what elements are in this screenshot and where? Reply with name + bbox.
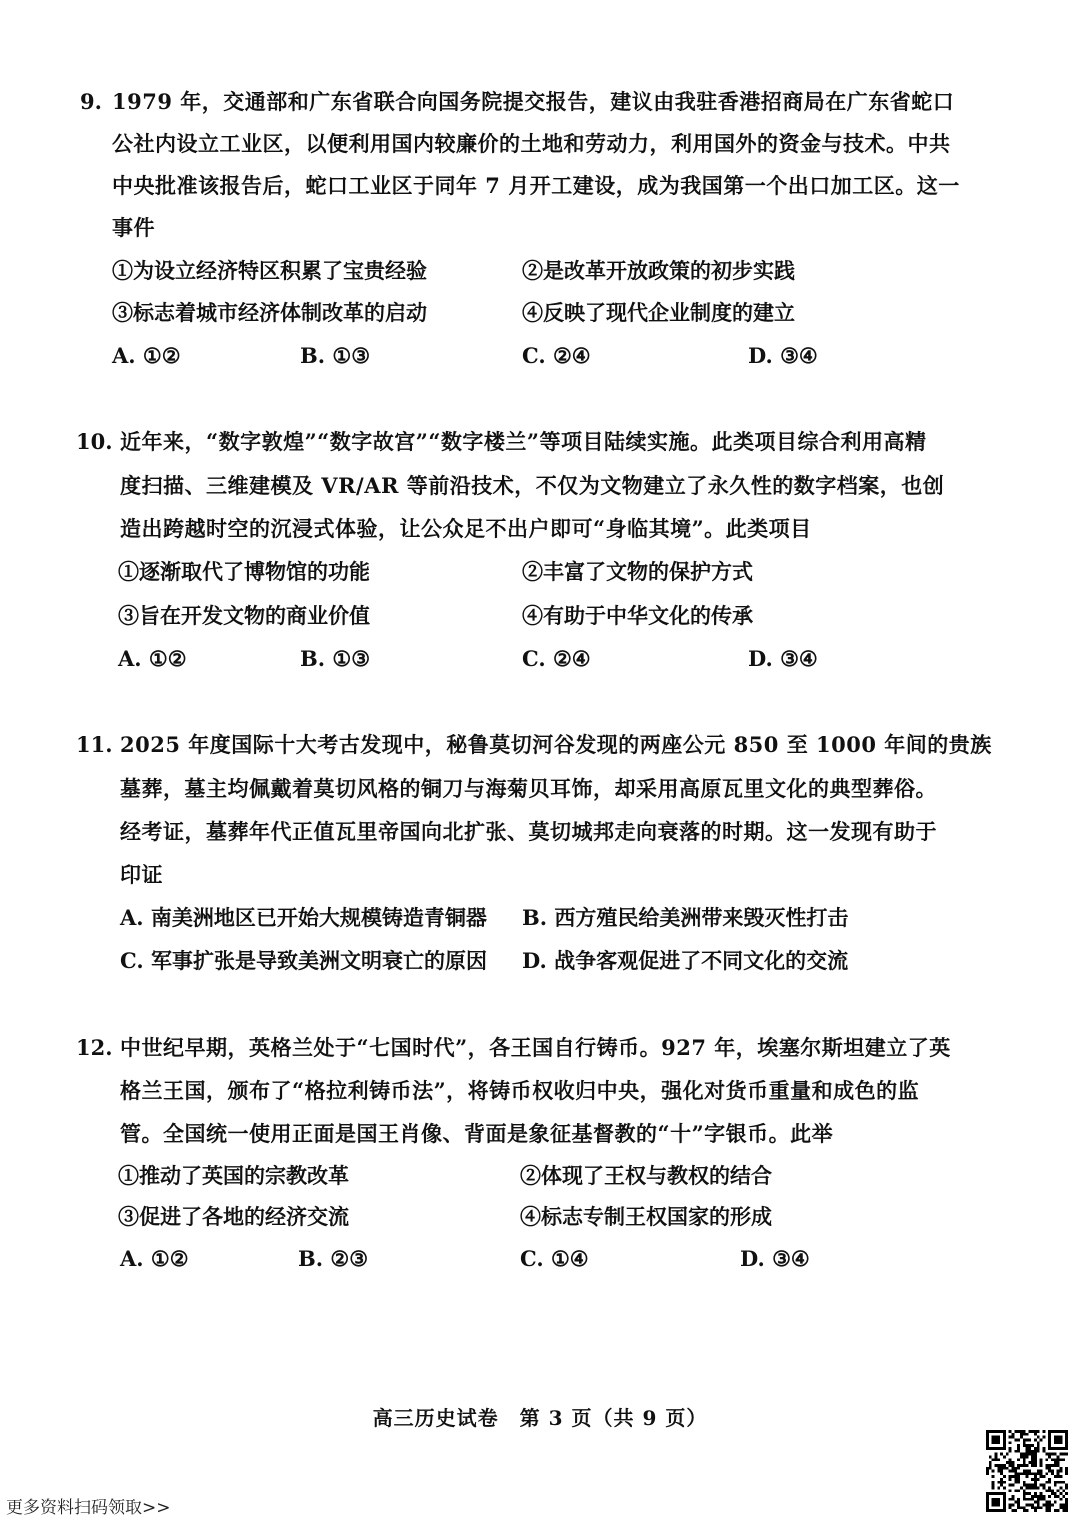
statement-3: ③促进了各地的经济交流 (118, 1204, 349, 1229)
statement-4: ④有助于中华文化的传承 (522, 603, 753, 628)
statement-2: ②体现了王权与教权的结合 (520, 1163, 772, 1188)
choice-c: C. ②④ (522, 646, 591, 671)
more-info-link[interactable]: 更多资料扫码领取>> (6, 1498, 171, 1518)
question-stem-line: 事件 (112, 215, 155, 240)
statement-3: ③旨在开发文物的商业价值 (118, 603, 370, 628)
choice-b: B. ①③ (300, 646, 371, 671)
question-stem-line: 墓葬，墓主均佩戴着莫切风格的铜刀与海菊贝耳饰，却采用高原瓦里文化的典型葬俗。 (120, 776, 937, 801)
statement-2: ②是改革开放政策的初步实践 (522, 258, 795, 283)
statement-1: ①推动了英国的宗教改革 (118, 1163, 349, 1188)
question-stem-line: 1979 年，交通部和广东省联合向国务院提交报告，建议由我驻香港招商局在广东省蛇口 (112, 89, 955, 114)
choice-a: A. 南美洲地区已开始大规模铸造青铜器 (120, 905, 487, 930)
qr-code-icon[interactable] (986, 1430, 1068, 1512)
question-stem-line: 2025 年度国际十大考古发现中，秘鲁莫切河谷发现的两座公元 850 至 1000 年间的贵族 (120, 732, 992, 757)
question-number: 9. (80, 89, 102, 114)
choice-a: A. ①② (112, 343, 181, 368)
question-stem-line: 造出跨越时空的沉浸式体验，让公众足不出户即可“身临其境”。此类项目 (120, 516, 812, 541)
choice-c: C. ②④ (522, 343, 591, 368)
choice-a: A. ①② (118, 646, 187, 671)
question-stem-line: 经考证，墓葬年代正值瓦里帝国向北扩张、莫切城邦走向衰落的时期。这一发现有助于 (120, 819, 937, 844)
statement-3: ③标志着城市经济体制改革的启动 (112, 300, 427, 325)
choice-d: D. ③④ (748, 343, 818, 368)
statement-1: ①逐渐取代了博物馆的功能 (118, 559, 370, 584)
choice-b: B. 西方殖民给美洲带来毁灭性打击 (522, 905, 849, 930)
choice-a: A. ①② (120, 1246, 189, 1271)
statement-2: ②丰富了文物的保护方式 (522, 559, 753, 584)
choice-b: B. ①③ (300, 343, 371, 368)
choice-d: D. 战争客观促进了不同文化的交流 (522, 948, 849, 973)
question-number: 11. (76, 732, 113, 757)
question-number: 10. (76, 429, 113, 454)
choice-c: C. ①④ (520, 1246, 589, 1271)
question-stem-line: 度扫描、三维建模及 VR/AR 等前沿技术，不仅为文物建立了永久性的数字档案，也创 (120, 473, 945, 498)
question-stem-line: 印证 (120, 862, 163, 887)
choice-b: B. ②③ (298, 1246, 369, 1271)
choice-d: D. ③④ (740, 1246, 810, 1271)
question-stem-line: 近年来，“数字敦煌”“数字故宫”“数字楼兰”等项目陆续实施。此类项目综合利用高精 (120, 429, 927, 454)
question-stem-line: 格兰王国，颁布了“格拉利铸币法”，将铸币权收归中央，强化对货币重量和成色的监 (120, 1078, 920, 1103)
question-stem-line: 管。全国统一使用正面是国王肖像、背面是象征基督教的“十”字银币。此举 (120, 1121, 834, 1146)
choice-c: C. 军事扩张是导致美洲文明衰亡的原因 (120, 948, 487, 973)
page-footer-title: 高三历史试卷 第 3 页（共 9 页） (372, 1406, 708, 1430)
statement-4: ④标志专制王权国家的形成 (520, 1204, 772, 1229)
statement-4: ④反映了现代企业制度的建立 (522, 300, 795, 325)
statement-1: ①为设立经济特区积累了宝贵经验 (112, 258, 427, 283)
question-stem-line: 中央批准该报告后，蛇口工业区于同年 7 月开工建设，成为我国第一个出口加工区。这一 (112, 173, 960, 198)
choice-d: D. ③④ (748, 646, 818, 671)
question-number: 12. (76, 1035, 113, 1060)
question-stem-line: 公社内设立工业区，以便利用国内较廉价的土地和劳动力，利用国外的资金与技术。中共 (112, 131, 951, 156)
question-stem-line: 中世纪早期，英格兰处于“七国时代”，各王国自行铸币。927 年，埃塞尔斯坦建立了英 (120, 1035, 951, 1060)
